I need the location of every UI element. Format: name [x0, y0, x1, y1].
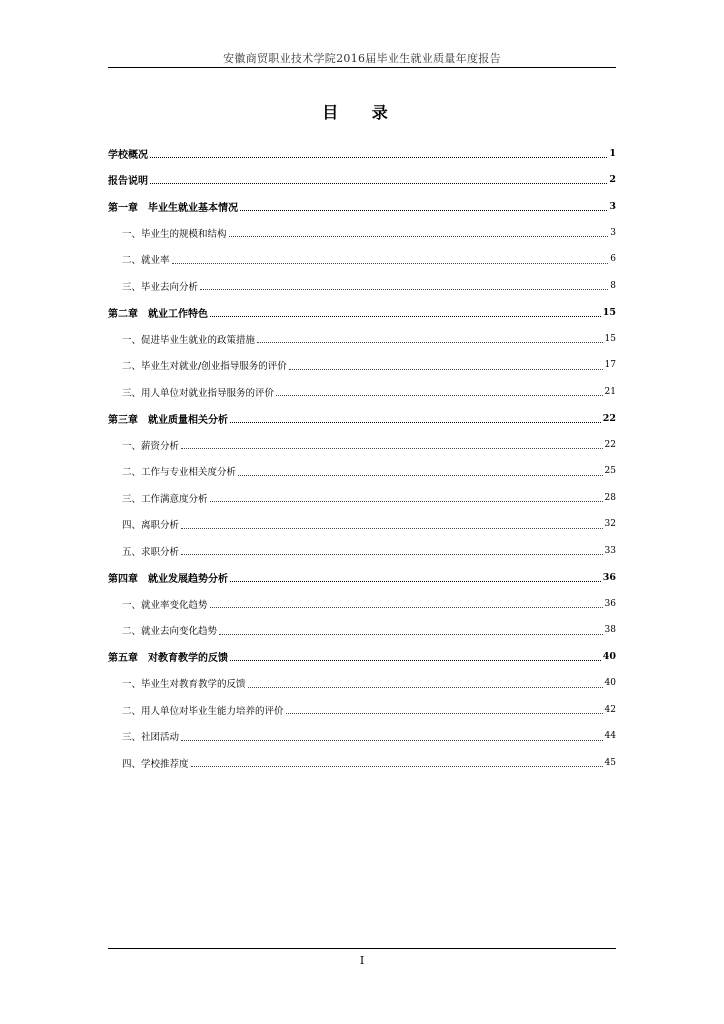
- dot-leader: [191, 766, 603, 767]
- toc-entry-page: 38: [604, 625, 616, 636]
- toc-section-entry[interactable]: [108, 511, 616, 538]
- toc-entry-page: 33: [604, 545, 616, 556]
- toc-section-entry[interactable]: [108, 458, 616, 485]
- toc-chapter-entry[interactable]: [108, 193, 616, 220]
- toc-entry-label: 三、社团活动: [122, 732, 180, 744]
- toc-entry-page: 25: [604, 466, 616, 477]
- toc-entry-label: 第三章 就业质量相关分析: [108, 414, 228, 426]
- toc-section-entry[interactable]: [108, 485, 616, 512]
- toc-section-entry[interactable]: [108, 538, 616, 565]
- dot-leader: [150, 157, 607, 158]
- toc-entry-label: 一、毕业生的规模和结构: [122, 228, 227, 240]
- footer-divider: [108, 948, 616, 949]
- toc-entry-page: 6: [610, 254, 616, 265]
- toc-chapter-entry[interactable]: [108, 644, 616, 671]
- toc-entry-label: 第二章 就业工作特色: [108, 308, 208, 320]
- toc-section-entry[interactable]: [108, 326, 616, 353]
- dot-leader: [200, 289, 608, 290]
- toc-entry-page: 28: [604, 492, 616, 503]
- dot-leader: [181, 528, 603, 529]
- toc-entry-label: 第四章 就业发展趋势分析: [108, 573, 228, 585]
- toc-title: 目 录: [322, 103, 402, 122]
- toc-section-entry[interactable]: [108, 379, 616, 406]
- toc-entry-page: 22: [604, 439, 616, 450]
- toc-entry-label: 三、工作满意度分析: [122, 493, 208, 505]
- toc-entry-label: 三、用人单位对就业指导服务的评价: [122, 387, 275, 399]
- toc-entry-label: 五、求职分析: [122, 546, 180, 558]
- toc-entry-page: 36: [602, 571, 616, 583]
- toc-section-entry[interactable]: [108, 670, 616, 697]
- toc-entry-page: 36: [604, 598, 616, 609]
- toc-entry-page: 17: [604, 360, 616, 371]
- toc-entry-label: 第一章 毕业生就业基本情况: [108, 202, 238, 214]
- toc-section-entry[interactable]: [108, 697, 616, 724]
- toc-entry-page: 3: [610, 227, 616, 238]
- toc-entry-label: 一、薪资分析: [122, 440, 180, 452]
- toc-entry-label: 一、就业率变化趋势: [122, 599, 208, 611]
- toc-entry-page: 40: [604, 678, 616, 689]
- dot-leader: [257, 342, 603, 343]
- toc-chapter-entry[interactable]: [108, 140, 616, 167]
- toc-entry-label: 第五章 对教育教学的反馈: [108, 653, 228, 665]
- toc-entry-label: 二、就业率: [122, 255, 170, 267]
- toc-entry-label: 二、用人单位对毕业生能力培养的评价: [122, 705, 284, 717]
- dot-leader: [230, 581, 601, 582]
- toc-entry-page: 8: [610, 280, 616, 291]
- toc-entry-label: 四、学校推荐度: [122, 758, 189, 770]
- toc-entry-page: 21: [604, 386, 616, 397]
- dot-leader: [181, 740, 603, 741]
- toc-entry-page: 44: [604, 731, 616, 742]
- dot-leader: [219, 634, 603, 635]
- dot-leader: [248, 687, 603, 688]
- header-divider: [108, 67, 616, 68]
- page-header: 安徽商贸职业技术学院2016届毕业生就业质量年度报告: [223, 52, 501, 65]
- toc-entry-page: 2: [609, 174, 616, 186]
- toc-section-entry[interactable]: [108, 432, 616, 459]
- dot-leader: [150, 183, 607, 184]
- dot-leader: [181, 448, 603, 449]
- toc-entry-page: 15: [602, 306, 616, 318]
- toc-entry-label: 二、毕业生对就业/创业指导服务的评价: [122, 361, 287, 373]
- dot-leader: [210, 316, 601, 317]
- dot-leader: [181, 554, 603, 555]
- toc-section-entry[interactable]: [108, 273, 616, 300]
- toc-entry-page: 45: [604, 757, 616, 768]
- dot-leader: [230, 422, 601, 423]
- dot-leader: [276, 395, 603, 396]
- table-of-contents: [108, 140, 616, 776]
- toc-entry-label: 二、工作与专业相关度分析: [122, 467, 237, 479]
- dot-leader: [240, 210, 607, 211]
- toc-entry-page: 3: [609, 200, 616, 212]
- toc-entry-page: 1: [609, 147, 616, 159]
- page-number: I: [359, 954, 365, 967]
- dot-leader: [229, 236, 609, 237]
- toc-chapter-entry[interactable]: [108, 564, 616, 591]
- toc-section-entry[interactable]: [108, 617, 616, 644]
- toc-entry-page: 32: [604, 519, 616, 530]
- toc-section-entry[interactable]: [108, 723, 616, 750]
- toc-entry-label: 学校概况: [108, 149, 148, 161]
- toc-entry-label: 四、离职分析: [122, 520, 180, 532]
- toc-entry-label: 报告说明: [108, 176, 148, 188]
- toc-entry-page: 22: [602, 412, 616, 424]
- toc-entry-page: 42: [604, 704, 616, 715]
- toc-entry-label: 一、促进毕业生就业的政策措施: [122, 334, 256, 346]
- dot-leader: [289, 369, 603, 370]
- toc-section-entry[interactable]: [108, 750, 616, 777]
- dot-leader: [172, 263, 609, 264]
- dot-leader: [230, 660, 601, 661]
- dot-leader: [238, 475, 603, 476]
- dot-leader: [210, 607, 603, 608]
- toc-entry-page: 15: [604, 333, 616, 344]
- toc-entry-label: 二、就业去向变化趋势: [122, 626, 218, 638]
- toc-entry-page: 40: [602, 651, 616, 663]
- toc-section-entry[interactable]: [108, 220, 616, 247]
- toc-section-entry[interactable]: [108, 591, 616, 618]
- dot-leader: [286, 713, 603, 714]
- dot-leader: [210, 501, 603, 502]
- toc-section-entry[interactable]: [108, 246, 616, 273]
- toc-section-entry[interactable]: [108, 352, 616, 379]
- toc-chapter-entry[interactable]: [108, 167, 616, 194]
- toc-entry-label: 一、毕业生对教育教学的反馈: [122, 679, 246, 691]
- toc-entry-label: 三、毕业去向分析: [122, 281, 199, 293]
- toc-chapter-entry[interactable]: [108, 299, 616, 326]
- toc-chapter-entry[interactable]: [108, 405, 616, 432]
